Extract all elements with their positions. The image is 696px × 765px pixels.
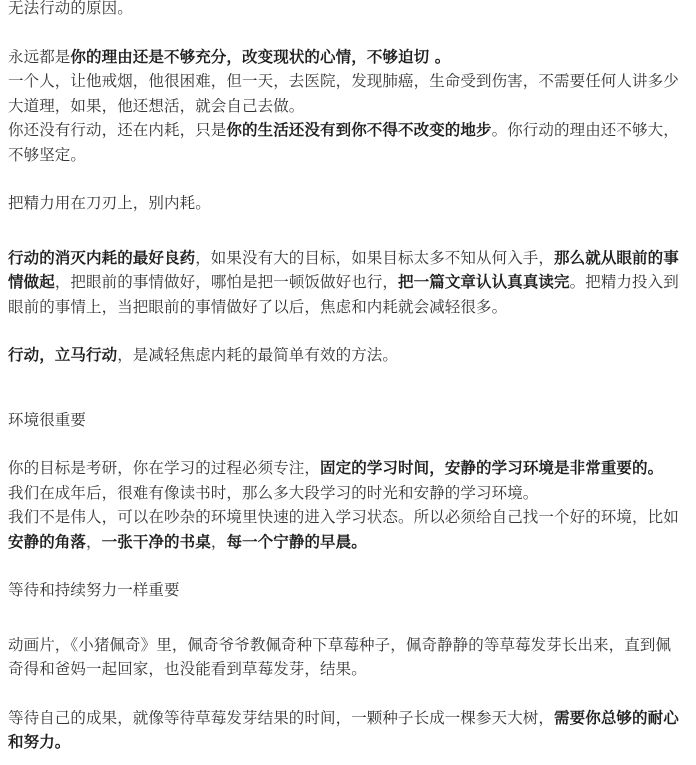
- bold-text: 行动，立马行动: [8, 346, 118, 364]
- spacer: [8, 216, 682, 246]
- text: 永远都是: [8, 47, 71, 66]
- paragraph-good-environment: [8, 505, 682, 554]
- paragraph-action-remedy: [8, 246, 682, 320]
- spacer: [8, 682, 682, 706]
- text: ，把眼前的事情做好，哪怕是把一顿饭做好也行，: [54, 273, 399, 291]
- section-heading-environment: 环境很重要: [8, 410, 87, 429]
- bold-text: 安静的角落: [8, 532, 87, 551]
- spacer: [8, 21, 682, 45]
- bold-text: 。: [429, 47, 451, 66]
- spacer: [8, 603, 682, 633]
- bold-text: 改变现状的心情，不够迫切: [242, 47, 430, 66]
- text: 我们不是伟人，可以在吵杂的环境里快速的进入学习状态。所以必须给自己找一个好的环境，比如: [8, 508, 679, 526]
- paragraph-act-now: [8, 343, 682, 368]
- spacer: [8, 432, 682, 456]
- paragraph-reason-heading: 无法行动的原因。: [8, 0, 133, 17]
- bold-text: ，: [226, 47, 243, 66]
- text: 。你行动的理由还不够大，不够坚定。: [8, 121, 679, 164]
- spacer: [8, 368, 682, 408]
- paragraph-internal-friction: [8, 118, 682, 167]
- bold-text: 需要你总够的耐心和努力。: [8, 708, 679, 751]
- text: 你的目标是考研，你在学习的过程必须专注，: [8, 459, 321, 477]
- paragraph-adult-study: 我们在成年后，很难有像读书时，那么多大段学习的时光和安静的学习环境。: [8, 483, 539, 502]
- text: ，: [210, 532, 227, 551]
- text: ，是减轻焦虑内耗的最简单有效的方法。: [117, 346, 399, 364]
- section-heading-waiting: 等待和持续努力一样重要: [8, 581, 180, 599]
- text: ，如果没有大的目标，如果目标太多不知从何入手，: [195, 248, 555, 267]
- text: 你还没有行动，还在内耗，只是: [8, 121, 227, 139]
- text: 。把精力投入到眼前的事情上，当把眼前的事情做好了以后，焦虑和内耗就会减轻很多。: [8, 273, 679, 316]
- bold-text: 一张干净的书桌: [101, 532, 211, 551]
- bold-text: 。: [351, 532, 367, 551]
- spacer: [8, 167, 682, 191]
- paragraph-peppa-example: 动画片，《小猪佩奇》里，佩奇爷爷教佩奇种下草莓种子，佩奇静静的等草莓发芽长出来，直到佩奇得和爸妈一起回家，也没能看到草莓发芽，结果。: [8, 635, 672, 678]
- text: 等待自己的成果，就像等待草莓发芽结果的时间，一颗种子长成一棵参天大树，: [8, 708, 555, 727]
- paragraph-exam-goal: [8, 456, 682, 481]
- paragraph-focus-energy: 把精力用在刀刃上，别内耗。: [8, 194, 211, 212]
- bold-text: 每一个宁静的早晨: [226, 532, 352, 551]
- bold-text: 行动的消灭内耗的最好良药: [8, 248, 196, 267]
- spacer: [8, 319, 682, 343]
- paragraph-patience: [8, 706, 682, 755]
- paragraph-reason-main: [8, 45, 682, 70]
- bold-text: 那么就从眼前的事情做起: [8, 248, 679, 291]
- bold-text: 固定的学习时间，安静的学习环境是非常重要的。: [320, 459, 664, 477]
- text: ，: [86, 532, 102, 551]
- bold-text: 你的理由还是不够充分: [70, 47, 227, 66]
- spacer: [8, 554, 682, 578]
- paragraph-smoking-example: 一个人，让他戒烟，他很困难，但一天，去医院，发现肺癌，生命受到伤害，不需要任何人讲多少大道理，如果，他还想活，就会自己去做。: [8, 72, 679, 115]
- bold-text: 你的生活还没有到你不得不改变的地步: [226, 121, 492, 139]
- bold-text: 把一篇文章认认真真读完: [398, 273, 570, 291]
